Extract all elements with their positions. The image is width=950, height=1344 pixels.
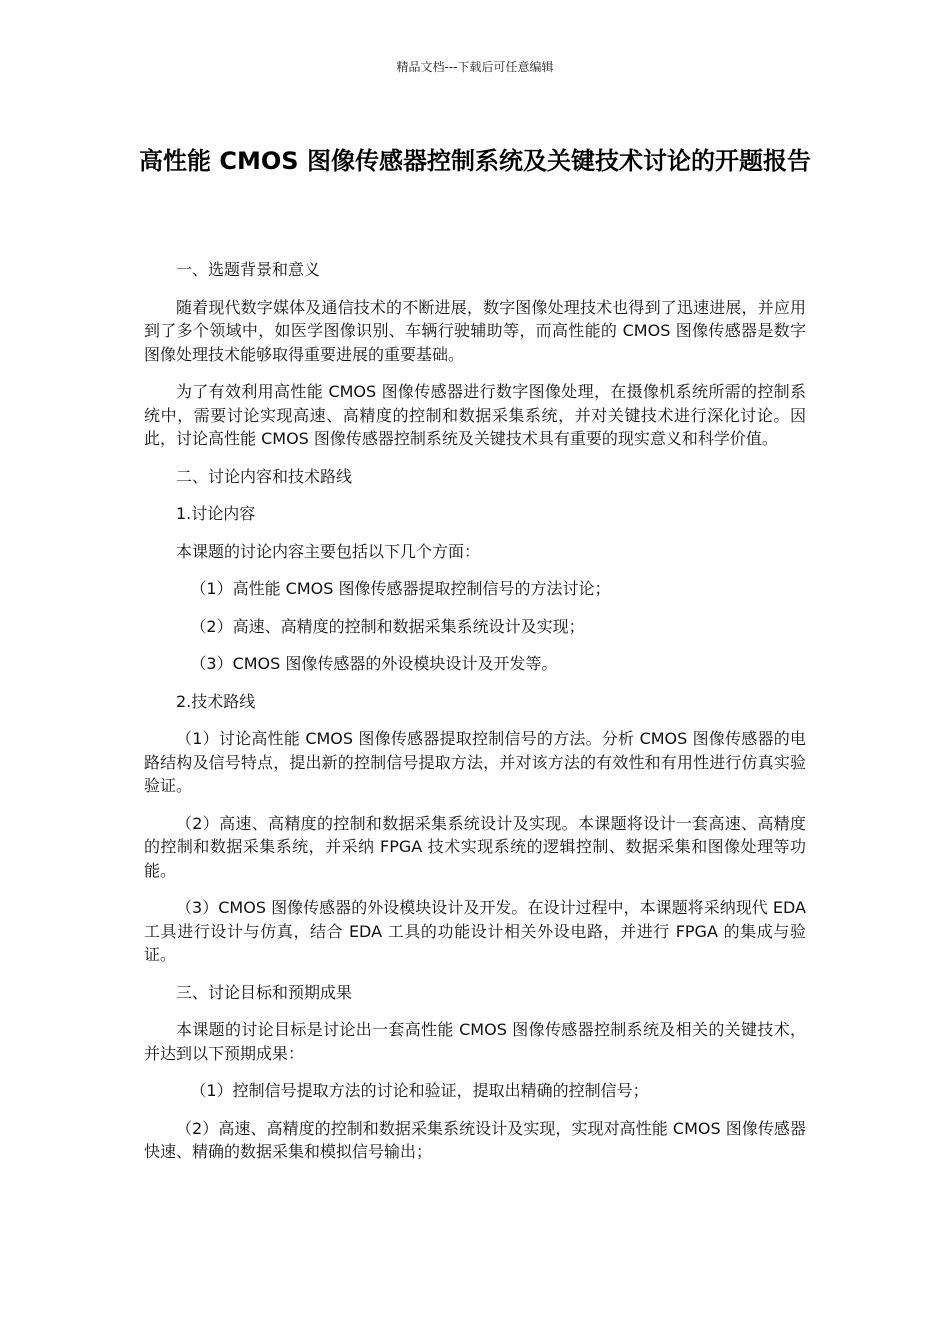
list-item-goal-1: （1）控制信号提取方法的讨论和验证，提取出精确的控制信号； — [190, 1081, 649, 1100]
paragraph-background-1: 随着现代数字媒体及通信技术的不断进展，数字图像处理技术也得到了迅速进展，并应用到了多个领域中，如医学图像识别、车辆行驶辅助等，而高性能的 CMOS 图像传感器是数字图像处理技术能够取得重要进展的重要基础。 — [144, 297, 806, 364]
paragraph-goal-2: （2）高速、高精度的控制和数据采集系统设计及实现，实现对高性能 CMOS 图像传感器快速、精确的数据采集和模拟信号输出； — [144, 1118, 806, 1161]
list-item-content-1: （1）高性能 CMOS 图像传感器提取控制信号的方法讨论； — [190, 579, 611, 598]
section-heading-background: 一、选题背景和意义 — [176, 260, 321, 279]
paragraph-background-2: 为了有效利用高性能 CMOS 图像传感器进行数字图像处理，在摄像机系统所需的控制系统中，需要讨论实现高速、高精度的控制和数据采集系统，并对关键技术进行深化讨论。因此，讨论高性能 CMOS 图像传感器控制系统及关键技术具有重要的现实意义和科学价值。 — [144, 382, 806, 448]
document-title: 高性能 CMOS 图像传感器控制系统及关键技术讨论的开题报告 — [139, 147, 811, 175]
list-item-content-3: （3）CMOS 图像传感器的外设模块设计及开发等。 — [190, 654, 558, 673]
list-item-content-2: （2）高速、高精度的控制和数据采集系统设计及实现； — [190, 616, 585, 636]
paragraph-goals-intro: 本课题的讨论目标是讨论出一套高性能 CMOS 图像传感器控制系统及相关的关键技术，并达到以下预期成果： — [144, 1020, 806, 1063]
document-body — [144, 258, 806, 1178]
paragraph-route-2: （2）高速、高精度的控制和数据采集系统设计及实现。本课题将设计一套高速、高精度的控制和数据采集系统，并采纳 FPGA 技术实现系统的逻辑控制、数据采集和图像处理等功能。 — [144, 813, 806, 880]
subheading-content: 1.讨论内容 — [176, 504, 256, 523]
header-watermark: 精品文档---下载后可任意编辑 — [396, 60, 554, 74]
subheading-technical-route: 2.技术路线 — [176, 691, 256, 711]
paragraph-route-3: （3）CMOS 图像传感器的外设模块设计及开发。在设计过程中，本课题将采纳现代 EDA 工具进行设计与仿真，结合 EDA 工具的功能设计相关外设电路，并进行 FPGA 的集成与验证。 — [144, 898, 806, 964]
section-heading-content-route: 二、讨论内容和技术路线 — [176, 466, 353, 486]
paragraph-content-intro: 本课题的讨论内容主要包括以下几个方面： — [176, 541, 481, 561]
section-heading-goals: 三、讨论目标和预期成果 — [176, 982, 353, 1002]
paragraph-route-1: （1）讨论高性能 CMOS 图像传感器提取控制信号的方法。分析 CMOS 图像传感器的电路结构及信号特点，提出新的控制信号提取方法，并对该方法的有效性和有用性进行仿真实验验证。 — [144, 729, 806, 795]
